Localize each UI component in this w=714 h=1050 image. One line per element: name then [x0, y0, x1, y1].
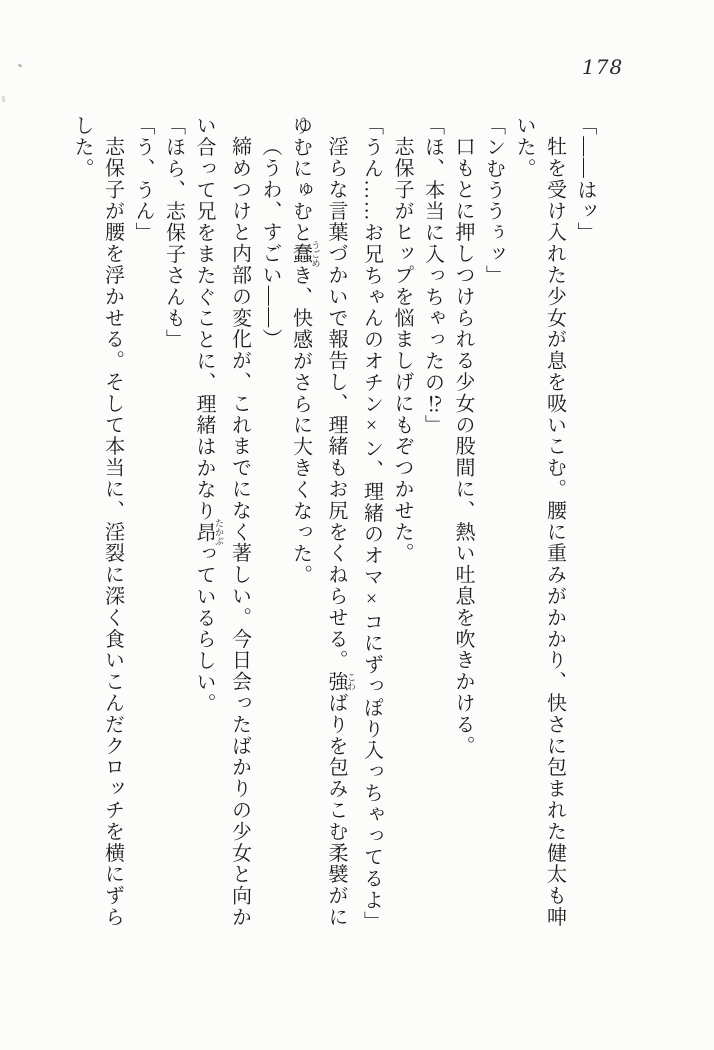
- text-column: い合って兄をまたぐことに、理緒はかなり昂 たかぶっているらしい。: [193, 115, 224, 715]
- text-column: 「ほら、志保子さんも」: [162, 115, 185, 351]
- furigana-ruby: 強 こわ: [325, 671, 356, 693]
- scan-artifact: [18, 63, 23, 68]
- text-column: 志保子が腰を浮かせる。そして本当に、淫裂に深く食いこんだクロッチを横にずら: [101, 136, 124, 928]
- text-column: した。: [71, 115, 93, 180]
- page-number: 178: [582, 55, 624, 79]
- furigana-ruby: 昂 たかぶ: [193, 518, 224, 546]
- text-column: 「ほ、本当に入っちゃったの⁉」: [421, 115, 444, 436]
- text-column: （うわ、すごい——）: [259, 136, 281, 350]
- text-columns: [67, 115, 601, 1015]
- text-column: 「——はッ」: [574, 115, 596, 244]
- text-column: 口もとに押しつけられる少女の股間に、熱い吐息を吹きかける。: [452, 136, 474, 757]
- text-column: ゆむにゅむと蠢 うごめき、快感がさらに大きくなった。: [289, 115, 321, 586]
- scan-artifact: [2, 96, 5, 102]
- text-column: 淫らな言葉づかいで報告し、理緒もお尻をくねらせる。強 こわばりを包みこむ柔襞がに: [325, 136, 356, 928]
- text-column: いた。: [513, 115, 535, 180]
- text-column: 志保子がヒップを悩ましげにもぞつかせた。: [391, 136, 413, 564]
- furigana-ruby: 蠢 うごめ: [289, 240, 321, 268]
- text-column: 牡を受け入れた少女が息を吸いこむ。腰に重みがかかり、快さに包まれた健太も呻: [543, 136, 566, 928]
- text-column: 「う、うん」: [132, 115, 154, 244]
- text-column: 「ンむううぅッ」: [482, 115, 505, 287]
- text-column: 「うん……お兄ちゃんのオチン×ン、理緒のオマ×コにずっぽり入っちゃってるよ」: [360, 115, 383, 933]
- text-column: 締めつけと内部の変化が、これまでになく著しい。今日会ったばかりの少女と向か: [228, 136, 251, 928]
